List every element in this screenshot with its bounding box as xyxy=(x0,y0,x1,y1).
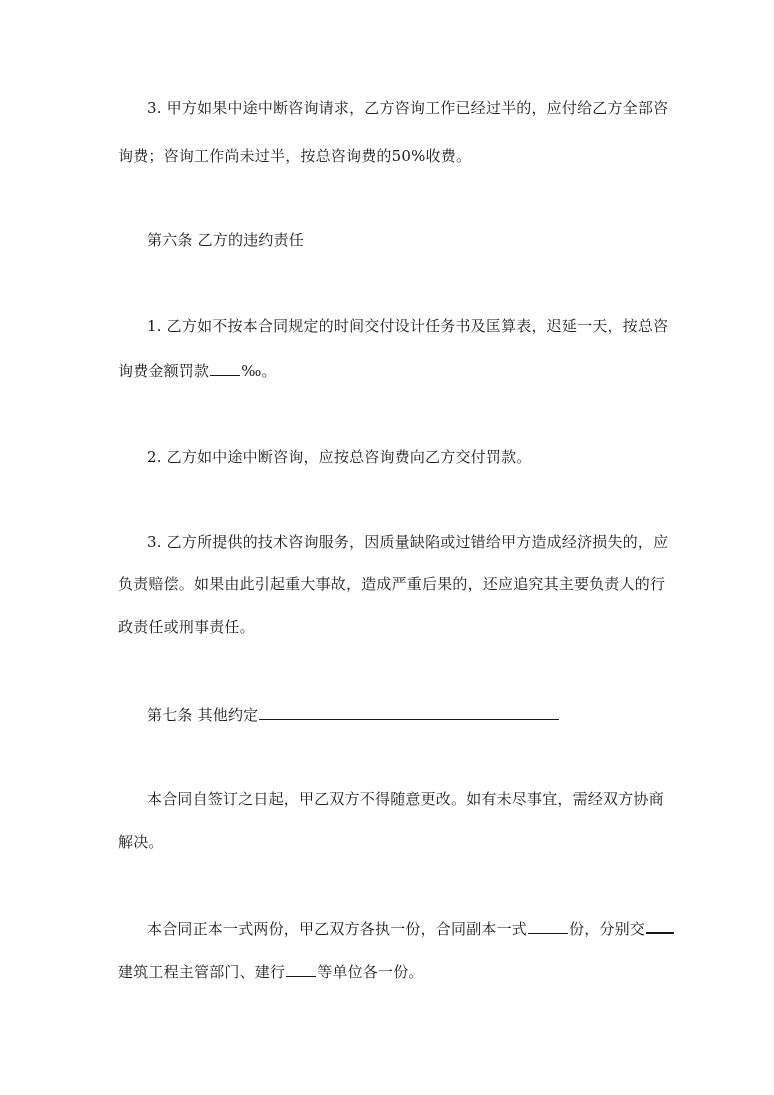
clause7-heading: 第七条 其他约定 xyxy=(147,706,259,724)
blank-bank-branch xyxy=(286,961,316,977)
clause6-heading: 第六条 乙方的违约责任 xyxy=(147,231,304,249)
blank-other-agreements xyxy=(259,704,559,720)
clause5-item3-line2: 询费；咨询工作尚未过半，按总咨询费的50%收费。 xyxy=(118,147,472,165)
closing-para1-line2: 解决。 xyxy=(118,833,164,851)
clause6-item2: 2. 乙方如中途中断咨询，应按总咨询费向乙方交付罚款。 xyxy=(147,448,532,466)
clause5-item3-line1: 3. 甲方如果中途中断咨询请求，乙方咨询工作已经过半的，应付给乙方全部咨 xyxy=(147,99,669,117)
clause6-item3-line2: 负责赔偿。如果由此引起重大事故，造成严重后果的，还应追究其主要负责人的行 xyxy=(118,575,666,593)
clause6-item1-line2-post: ‰。 xyxy=(241,362,277,380)
closing-para2-line2 xyxy=(118,961,424,982)
clause6-item1-line2 xyxy=(118,360,277,381)
clause6-item3-line3: 政责任或刑事责任。 xyxy=(118,618,255,636)
closing-para2-line2-a: 建筑工程主管部门、建行 xyxy=(118,963,286,981)
clause6-item1-line1: 1. 乙方如不按本合同规定的时间交付设计任务书及匡算表，迟延一天，按总咨 xyxy=(147,317,669,335)
closing-para2-line1 xyxy=(147,917,675,939)
blank-recipient xyxy=(646,917,674,934)
closing-para1-line1: 本合同自签订之日起，甲乙双方不得随意更改。如有未尽事宜，需经双方协商 xyxy=(147,790,664,808)
closing-para2-line1-b: 份，分别交 xyxy=(569,920,646,938)
clause7-heading-line xyxy=(147,704,560,725)
clause6-item3-line1: 3. 乙方所提供的技术咨询服务，因质量缺陷或过错给甲方造成经济损失的，应 xyxy=(147,533,669,551)
closing-para2-line1-a: 本合同正本一式两份，甲乙双方各执一份，合同副本一式 xyxy=(147,920,528,938)
blank-copy-count xyxy=(528,918,568,934)
blank-penalty-rate xyxy=(210,360,240,376)
closing-para2-line2-b: 等单位各一份。 xyxy=(317,963,424,981)
clause6-item1-line2-pre: 询费金额罚款 xyxy=(118,362,210,380)
